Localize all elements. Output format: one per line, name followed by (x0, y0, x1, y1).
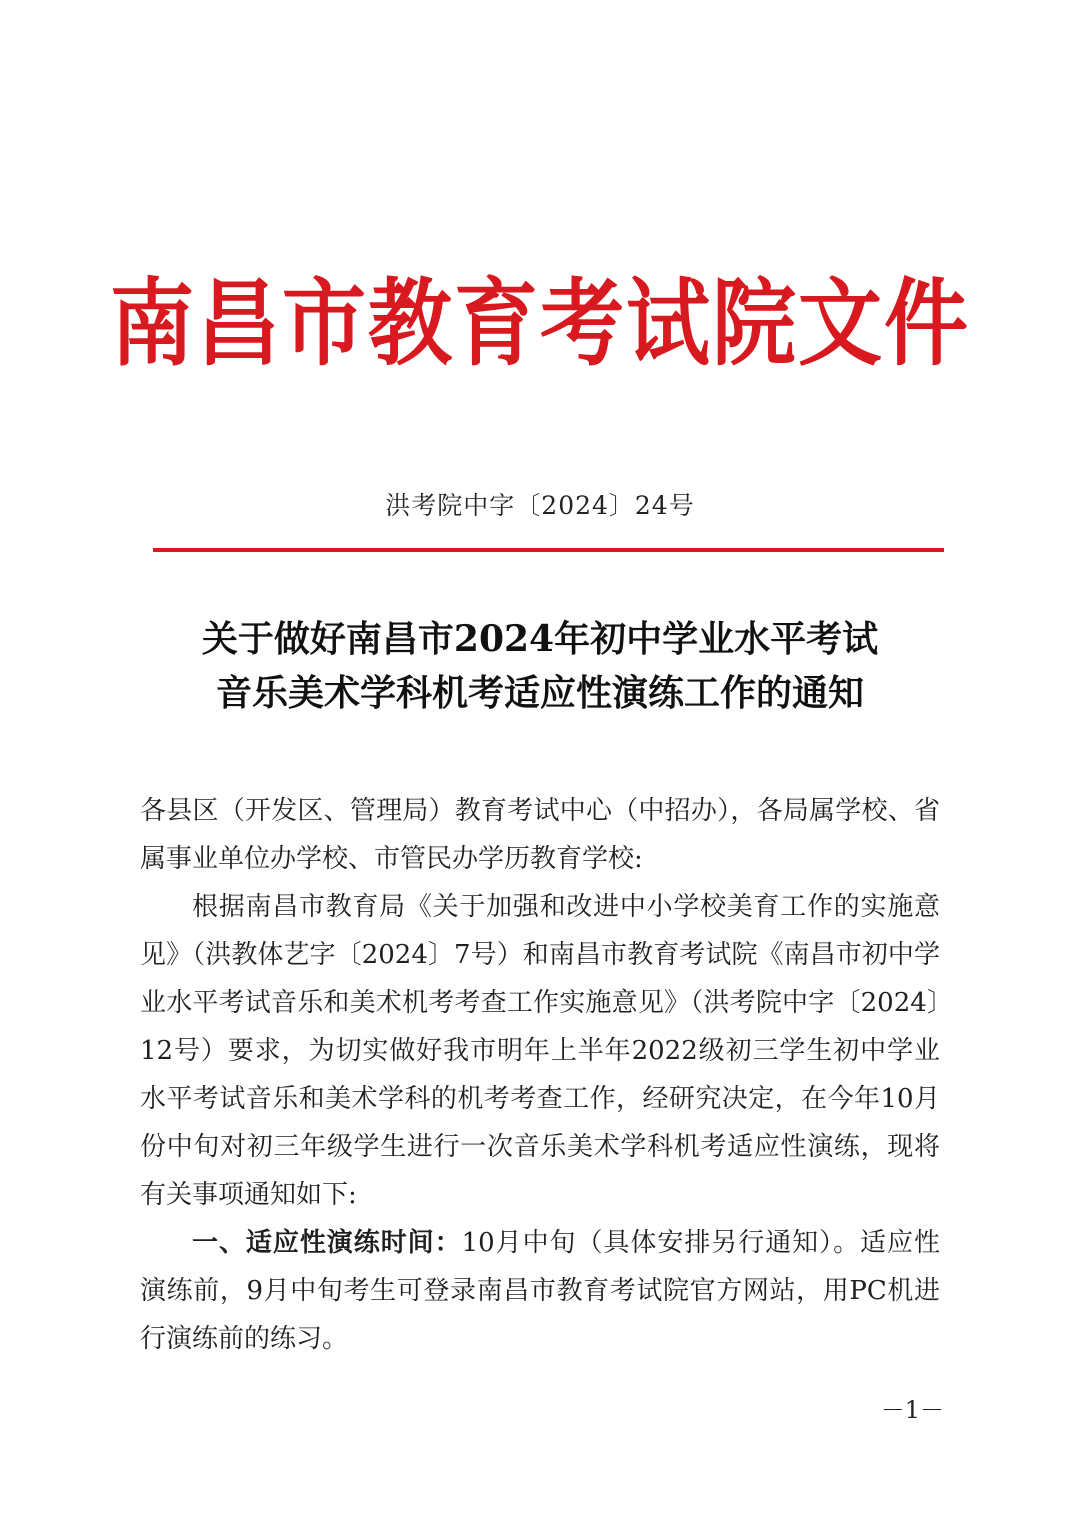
salutation: 各县区（开发区、管理局）教育考试中心（中招办），各局属学校、省属事业单位办学校、市管民办学历教育学校: (140, 796, 940, 874)
section-1-text: 10月中旬（具体安排另行通知）。适应性演练前，9月中旬考生可登录南昌市教育考试院官方网站，用PC机进行演练前的练习。 (140, 1228, 940, 1354)
section-1 (140, 1219, 940, 1363)
section-1-heading: 一、适应性演练时间： (192, 1228, 462, 1258)
notice-title-line-2: 音乐美术学科机考适应性演练工作的通知 (215, 672, 864, 714)
red-divider-line (153, 548, 944, 552)
page-number: －1－ (880, 1396, 944, 1424)
paragraph-basis: 根据南昌市教育局《关于加强和改进中小学校美育工作的实施意见》（洪教体艺字〔2024〕7号）和南昌市教育考试院《南昌市初中学业水平考试音乐和美术机考考查工作实施意见》（洪考院中字〔2024〕12号）要求，为切实做好我市明年上半年2022级初三学生初中学业水平考试音乐和美术学科的机考考查工作，经研究决定，在今年10月份中旬对初三年级学生进行一次音乐美术学科机考适应性演练，现将有关事项通知如下: (140, 892, 940, 1210)
issuer-title: 南昌市教育考试院文件 (109, 267, 970, 379)
notice-body (140, 787, 940, 1363)
notice-title (0, 612, 1080, 720)
document-number: 洪考院中字〔2024〕24号 (385, 491, 695, 520)
notice-title-line-1: 关于做好南昌市2024年初中学业水平考试 (201, 618, 879, 660)
